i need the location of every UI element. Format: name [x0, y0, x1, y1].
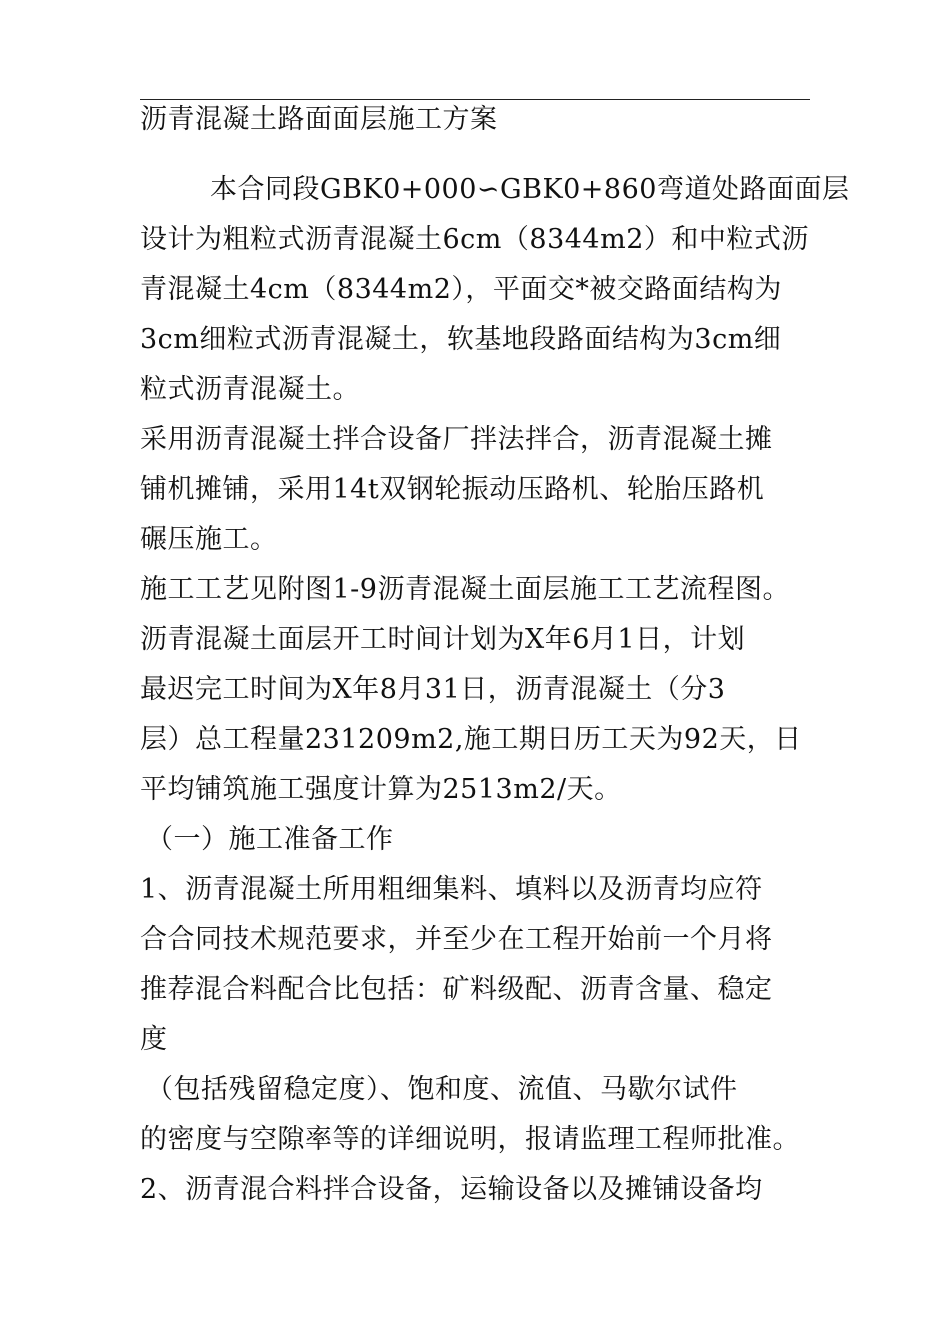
paragraph-line-18: 度 — [140, 1024, 168, 1055]
paragraph-line-16: 合合同技术规范要求，并至少在工程开始前一个月将 — [140, 924, 773, 955]
paragraph-line-12: 层）总工程量231209m2,施工期日历工天为92天，日 — [140, 724, 802, 755]
paragraph-line-4: 3cm细粒式沥青混凝土，软基地段路面结构为3cm细 — [140, 324, 782, 355]
paragraph-line-17: 推荐混合料配合比包括：矿料级配、沥青含量、稳定 — [140, 974, 773, 1005]
paragraph-line-21: 2、沥青混合料拌合设备，运输设备以及摊铺设备均 — [140, 1174, 763, 1205]
paragraph-line-19: （包括残留稳定度）、饱和度、流值、马歇尔试件 — [146, 1074, 738, 1105]
paragraph-line-10: 沥青混凝土面层开工时间计划为X年6月1日，计划 — [140, 624, 746, 655]
document-title: 沥青混凝土路面面层施工方案 — [140, 104, 498, 135]
header-rule — [140, 99, 810, 100]
paragraph-line-5: 粒式沥青混凝土。 — [140, 374, 360, 405]
paragraph-line-6: 采用沥青混凝土拌合设备厂拌法拌合，沥青混凝土摊 — [140, 424, 773, 455]
paragraph-line-20: 的密度与空隙率等的详细说明，报请监理工程师批准。 — [140, 1124, 800, 1155]
paragraph-line-8: 碾压施工。 — [140, 524, 278, 555]
paragraph-line-9: 施工工艺见附图1-9沥青混凝土面层施工工艺流程图。 — [140, 574, 790, 605]
paragraph-line-13: 平均铺筑施工强度计算为2513m2/天。 — [140, 774, 622, 805]
paragraph-line-2: 设计为粗粒式沥青混凝土6cm（8344m2）和中粒式沥 — [140, 224, 809, 255]
paragraph-line-1: 本合同段GBK0+000∽GBK0+860弯道处路面面层 — [210, 174, 850, 205]
paragraph-line-7: 铺机摊铺，采用14t双钢轮振动压路机、轮胎压路机 — [140, 474, 765, 505]
paragraph-line-15: 1、沥青混凝土所用粗细集料、填料以及沥青均应符 — [140, 874, 763, 905]
section-heading: （一）施工准备工作 — [146, 824, 394, 855]
paragraph-line-11: 最迟完工时间为X年8月31日，沥青混凝土（分3 — [140, 674, 726, 705]
paragraph-line-3: 青混凝土4cm（8344m2），平面交*被交路面结构为 — [140, 274, 782, 305]
